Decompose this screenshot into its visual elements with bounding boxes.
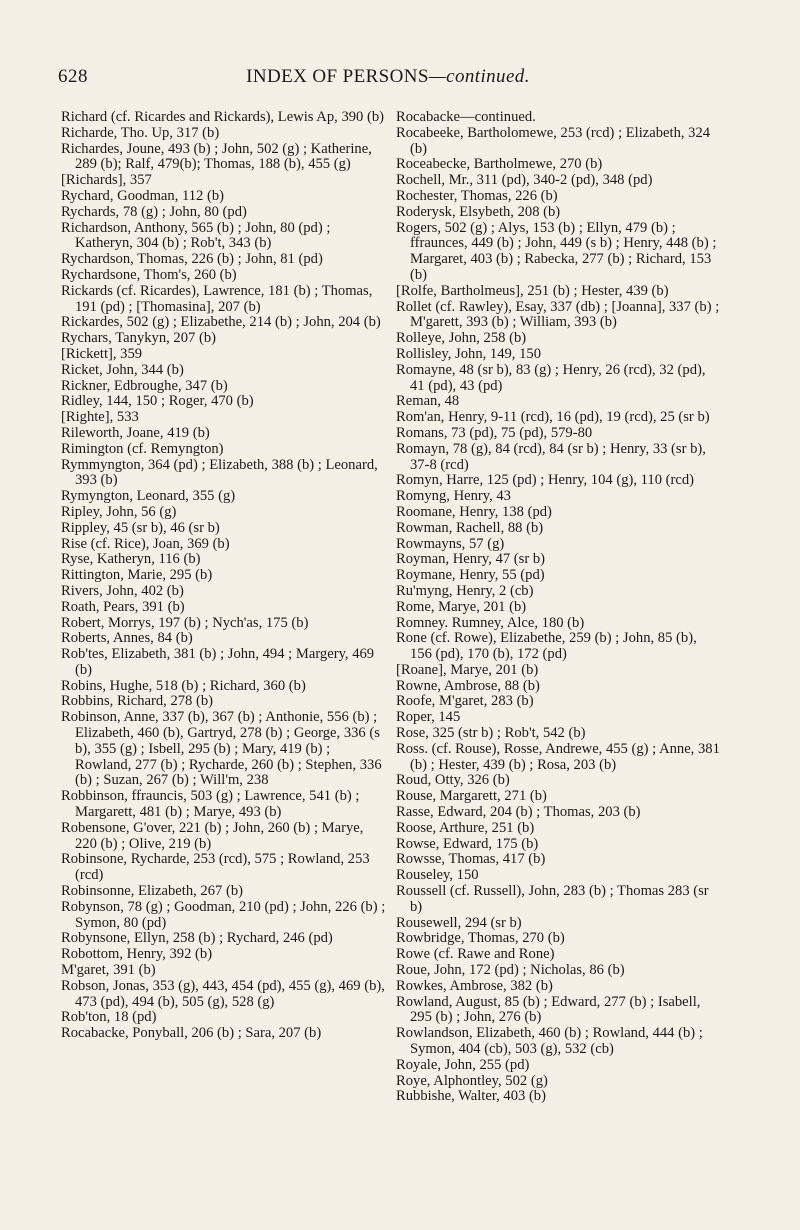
index-entry: Rome, Marye, 201 (b): [396, 598, 527, 615]
index-entry: [Rickett], 359: [61, 345, 143, 362]
index-entry: Robynson, 78 (g) ; Goodman, 210 (pd) ; John, 226 (b) ; Symon, 80 (pd): [61, 898, 386, 931]
index-entry: Roussell (cf. Russell), John, 283 (b) ; Thomas 283 (sr b): [396, 883, 709, 915]
index-entry: Rittington, Marie, 295 (b): [61, 567, 213, 584]
index-entry: Rowe (cf. Rawe and Rone): [396, 946, 555, 963]
index-entry: Rychards, 78 (g) ; John, 80 (pd): [61, 203, 247, 220]
index-entry: Robinson, Anne, 337 (b), 367 (b) ; Anthonie, 556 (b) ; Elizabeth, 460 (b), Gartryd, 278 (b) ; George, 336 (s b), 355 (g) ; Isbell, 295 (b) ; Mary, 419 (b) ; Rowland, 277 (b) ; Rycharde, 260 (b) ; Stephen, 336 (b) ; Suzan, 267 (b) ; Will'm, 238: [61, 709, 382, 789]
index-entry: M'garet, 391 (b): [61, 962, 156, 979]
right-index-column: [396, 110, 722, 1105]
index-entry: Rom'an, Henry, 9-11 (rcd), 16 (pd), 19 (rcd), 25 (sr b): [396, 409, 710, 426]
index-entry: Rickner, Edbroughe, 347 (b): [61, 377, 228, 394]
index-entry: Rowbridge, Thomas, 270 (b): [396, 930, 565, 947]
index-entry: Rymmyngton, 364 (pd) ; Elizabeth, 388 (b) ; Leonard, 393 (b): [61, 456, 378, 489]
index-entry: Rasse, Edward, 204 (b) ; Thomas, 203 (b): [396, 804, 641, 821]
index-entry: Rychardson, Thomas, 226 (b) ; John, 81 (pd): [61, 251, 323, 268]
left-index-column: [61, 110, 387, 1042]
index-entry: Ross. (cf. Rouse), Rosse, Andrewe, 455 (g) ; Anne, 381 (b) ; Hester, 439 (b) ; Rosa, 203 (b): [396, 740, 720, 773]
index-entry: Robert, Morrys, 197 (b) ; Nych'as, 175 (b): [61, 614, 309, 631]
index-entry: Roud, Otty, 326 (b): [396, 772, 510, 789]
index-entry: Rochester, Thomas, 226 (b): [396, 187, 558, 204]
index-entry: Rychard, Goodman, 112 (b): [61, 187, 225, 204]
index-entry: Ru'myng, Henry, 2 (cb): [396, 582, 534, 599]
index-entry: Rimington (cf. Remyngton): [61, 440, 224, 457]
index-entry: Rocabacke—continued.: [396, 109, 536, 125]
index-entry: Rivers, John, 402 (b): [61, 582, 184, 599]
index-entry: [Roane], Marye, 201 (b): [396, 661, 539, 678]
index-entry: Robottom, Henry, 392 (b): [61, 946, 213, 963]
index-entry: Rocabeeke, Bartholomewe, 253 (rcd) ; Elizabeth, 324 (b): [396, 124, 711, 157]
index-entry: Roymane, Henry, 55 (pd): [396, 567, 545, 584]
index-entry: Rowsse, Thomas, 417 (b): [396, 851, 546, 868]
index-entry: Rychardsone, Thom's, 260 (b): [61, 266, 237, 283]
index-entry: Romyn, Harre, 125 (pd) ; Henry, 104 (g), 110 (rcd): [396, 472, 695, 489]
index-entry: Ricket, John, 344 (b): [61, 361, 184, 378]
index-entry: Rowne, Ambrose, 88 (b): [396, 677, 540, 694]
index-entry: Roceabecke, Bartholmewe, 270 (b): [396, 156, 603, 173]
index-entry: Rose, 325 (str b) ; Rob't, 542 (b): [396, 725, 586, 742]
index-entry: Robbinson, ffrauncis, 503 (g) ; Lawrence, 541 (b) ; Margarett, 481 (b) ; Marye, 493 (b): [61, 788, 360, 821]
index-entry: Romans, 73 (pd), 75 (pd), 579-80: [396, 424, 593, 441]
index-entry: Rolleye, John, 258 (b): [396, 330, 527, 347]
index-entry: Rob'tes, Elizabeth, 381 (b) ; John, 494 ; Margery, 469 (b): [61, 646, 375, 678]
index-entry: Romney. Rumney, Alce, 180 (b): [396, 614, 585, 631]
index-entry: Romyng, Henry, 43: [396, 488, 511, 505]
index-entry: Rippley, 45 (sr b), 46 (sr b): [61, 519, 220, 536]
index-entry: Rogers, 502 (g) ; Alys, 153 (b) ; Ellyn, 479 (b) ; ffraunces, 449 (b) ; John, 449 (s b) ; Henry, 448 (b) ; Margaret, 403 (b) ; Rabecka, 277 (b) ; Richard, 153 (b): [396, 219, 717, 283]
index-entry: [Rolfe, Bartholmeus], 251 (b) ; Hester, 439 (b): [396, 282, 669, 299]
index-entry: Rone (cf. Rowe), Elizabethe, 259 (b) ; John, 85 (b), 156 (pd), 170 (b), 172 (pd): [396, 630, 697, 663]
index-entry: Robinsonne, Elizabeth, 267 (b): [61, 883, 243, 900]
index-entry: Robson, Jonas, 353 (g), 443, 454 (pd), 455 (g), 469 (b), 473 (pd), 494 (b), 505 (g), 528 (g): [61, 977, 385, 1010]
index-entry: Rob'ton, 18 (pd): [61, 1009, 157, 1026]
index-entry: Robensone, G'over, 221 (b) ; John, 260 (b) ; Marye, 220 (b) ; Olive, 219 (b): [61, 819, 364, 852]
index-entry: Roomane, Henry, 138 (pd): [396, 503, 552, 520]
index-entry: Roath, Pears, 391 (b): [61, 598, 185, 615]
index-entry: Ridley, 144, 150 ; Roger, 470 (b): [61, 393, 254, 410]
index-entry: Rickardes, 502 (g) ; Elizabethe, 214 (b) ; John, 204 (b): [61, 314, 381, 331]
index-entry: Roper, 145: [396, 709, 461, 726]
index-entry: Romayn, 78 (g), 84 (rcd), 84 (sr b) ; Henry, 33 (sr b), 37-8 (rcd): [396, 440, 706, 473]
index-entry: Rollet (cf. Rawley), Esay, 337 (db) ; [Joanna], 337 (b) ; M'garett, 393 (b) ; William, 393 (b): [396, 298, 720, 331]
running-title-suffix: —continued.: [428, 66, 530, 87]
index-entry: Rousewell, 294 (sr b): [396, 914, 522, 931]
index-entry: Richardes, Joune, 493 (b) ; John, 502 (g) ; Katherine, 289 (b); Ralf, 479(b); Thomas, 188 (b), 455 (g): [61, 140, 372, 173]
page-number: 628: [58, 66, 88, 87]
index-entry: Rowlandson, Elizabeth, 460 (b) ; Rowland, 444 (b) ; Symon, 404 (cb), 503 (g), 532 (cb): [396, 1025, 703, 1058]
index-entry: Royale, John, 255 (pd): [396, 1056, 530, 1073]
index-entry: Ryse, Katheryn, 116 (b): [61, 551, 201, 568]
index-entry: Rise (cf. Rice), Joan, 369 (b): [61, 535, 230, 552]
index-entry: Roberts, Annes, 84 (b): [61, 630, 193, 647]
index-entry: Rowman, Rachell, 88 (b): [396, 519, 544, 536]
index-entry: Roderysk, Elsybeth, 208 (b): [396, 203, 561, 220]
index-entry: Robinsone, Rycharde, 253 (rcd), 575 ; Rowland, 253 (rcd): [61, 851, 370, 884]
index-entry: Ripley, John, 56 (g): [61, 503, 177, 520]
index-entry: Robynsone, Ellyn, 258 (b) ; Rychard, 246 (pd): [61, 930, 333, 947]
index-entry: Rollisley, John, 149, 150: [396, 345, 541, 362]
index-entry: Romayne, 48 (sr b), 83 (g) ; Henry, 26 (rcd), 32 (pd), 41 (pd), 43 (pd): [396, 361, 706, 394]
index-entry: Rouseley, 150: [396, 867, 479, 884]
index-entry: Rubbishe, Walter, 403 (b): [396, 1088, 546, 1105]
index-entry: Rileworth, Joane, 419 (b): [61, 424, 210, 441]
index-entry: Rowse, Edward, 175 (b): [396, 835, 539, 852]
index-entry: Rocabacke, Ponyball, 206 (b) ; Sara, 207 (b): [61, 1025, 322, 1042]
index-entry: Roofe, M'garet, 283 (b): [396, 693, 534, 710]
index-entry: Rychars, Tanykyn, 207 (b): [61, 330, 216, 347]
index-entry: Richardson, Anthony, 565 (b) ; John, 80 (pd) ; Katheryn, 304 (b) ; Rob't, 343 (b): [61, 219, 331, 252]
index-entry: Royman, Henry, 47 (sr b): [396, 551, 546, 568]
page-header: [58, 66, 718, 90]
index-entry: Rochell, Mr., 311 (pd), 340-2 (pd), 348 (pd): [396, 172, 653, 189]
running-title-main: INDEX OF PERSONS: [246, 66, 429, 87]
index-entry: Richarde, Tho. Up, 317 (b): [61, 124, 220, 141]
index-entry: Rowland, August, 85 (b) ; Edward, 277 (b) ; Isabell, 295 (b) ; John, 276 (b): [396, 993, 701, 1026]
index-entry: Reman, 48: [396, 393, 460, 410]
index-entry: Roye, Alphontley, 502 (g): [396, 1072, 548, 1089]
index-entry: Rymyngton, Leonard, 355 (g): [61, 488, 236, 505]
index-entry: Roose, Arthure, 251 (b): [396, 819, 535, 836]
running-title: [58, 66, 718, 88]
index-entry: Richard (cf. Ricardes and Rickards), Lewis Ap, 390 (b): [61, 109, 384, 125]
index-entry: Rickards (cf. Ricardes), Lawrence, 181 (b) ; Thomas, 191 (pd) ; [Thomasina], 207 (b): [61, 282, 373, 315]
index-entry: Robbins, Richard, 278 (b): [61, 693, 214, 710]
index-entry: Robins, Hughe, 518 (b) ; Richard, 360 (b): [61, 677, 306, 694]
index-entry: Rouse, Margarett, 271 (b): [396, 788, 547, 805]
index-entry: Rowkes, Ambrose, 382 (b): [396, 977, 553, 994]
index-entry: [Richards], 357: [61, 172, 152, 189]
index-entry: [Righte], 533: [61, 409, 139, 426]
index-entry: Roue, John, 172 (pd) ; Nicholas, 86 (b): [396, 962, 625, 979]
index-entry: Rowmayns, 57 (g): [396, 535, 505, 552]
